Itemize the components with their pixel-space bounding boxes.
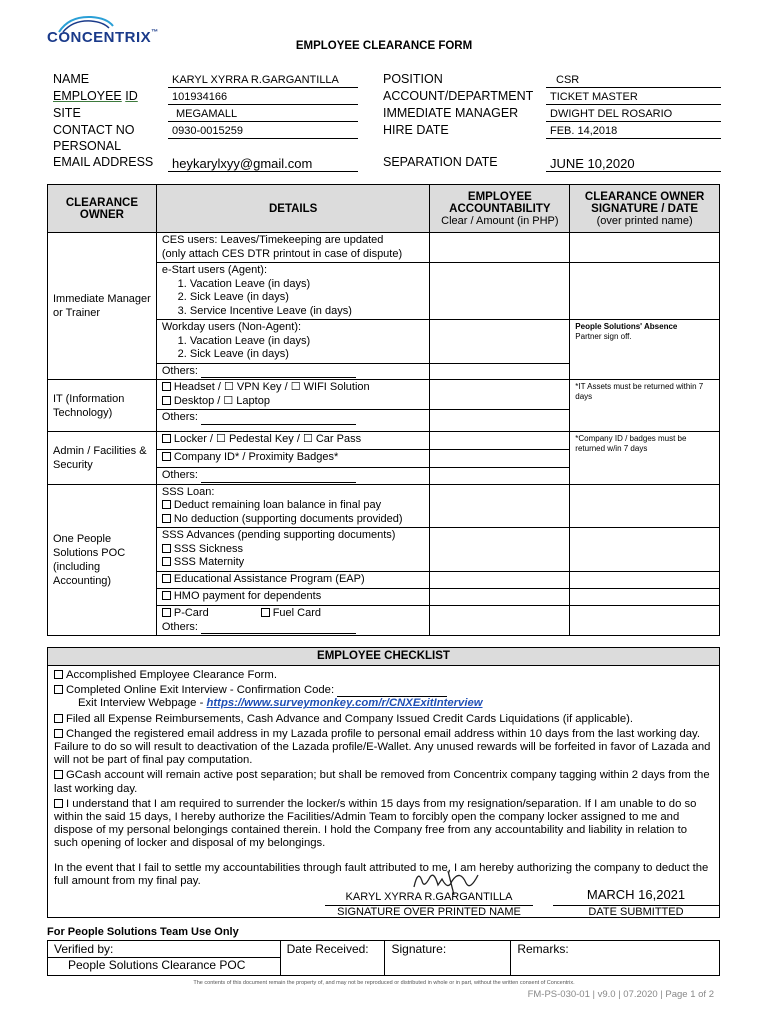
name-field[interactable]: KARYL XYRRA R.GARGANTILLA [168, 73, 358, 88]
checkbox[interactable] [162, 574, 171, 583]
hmo-signature-cell[interactable] [570, 589, 720, 606]
contact-label: CONTACT NO [53, 123, 135, 137]
clearance-table [47, 184, 720, 636]
signature-label: SIGNATURE OVER PRINTED NAME [325, 905, 533, 918]
col-accountability: EMPLOYEE ACCOUNTABILITY Clear / Amount (in PHP) [430, 185, 570, 233]
note-people-solutions: People Solutions' Absence Partner sign off. [570, 320, 720, 380]
exit-interview-link[interactable]: https://www.surveymonkey.com/r/CNXExitInterview [206, 697, 483, 710]
admin-locker-accountability-cell[interactable] [430, 432, 570, 450]
manager-label: IMMEDIATE MANAGER [383, 106, 519, 120]
it-assets-detail[interactable]: Headset / ☐ VPN Key / ☐ WIFI Solution Desktop / ☐ Laptop [156, 380, 430, 410]
email-label: EMAIL ADDRESS [53, 155, 154, 169]
sss-loan-accountability-cell[interactable] [430, 484, 570, 528]
verified-by-cell[interactable]: Verified by: People Solutions Clearance POC [48, 941, 281, 976]
contact-field[interactable]: 0930-0015259 [168, 124, 358, 139]
sss-advances-signature-cell[interactable] [570, 528, 720, 572]
settlement-statement: In the event that I fail to settle my accountabilities through fault attributed to me, I am hereby authorizing the company to deduct the full amount from my final pay. [54, 861, 709, 887]
employee-id-field[interactable]: 101934166 [168, 90, 358, 105]
checklist-item[interactable]: Accomplished Employee Clearance Form. [54, 669, 713, 682]
hmo-detail[interactable]: HMO payment for dependents [156, 589, 430, 606]
owner-admin: Admin / Facilities & Security [48, 432, 157, 485]
workday-detail: Workday users (Non-Agent): 1. Vacation Leave (in days) 2. Sick Leave (in days) [156, 320, 430, 364]
manager-field[interactable]: DWIGHT DEL ROSARIO [546, 107, 721, 122]
cards-accountability-cell[interactable] [430, 606, 570, 636]
note-it: *IT Assets must be returned within 7 days [570, 380, 720, 432]
checkbox[interactable] [162, 557, 171, 566]
checkbox[interactable] [162, 608, 171, 617]
remarks-cell[interactable]: Remarks: [511, 941, 720, 976]
checkbox[interactable] [261, 608, 270, 617]
employee-checklist [47, 647, 720, 918]
people-solutions-use-title: For People Solutions Team Use Only [47, 926, 239, 938]
cards-detail[interactable]: P-Card Fuel Card Others: [156, 606, 430, 636]
logo-text: CONCENTRIX™ [47, 29, 159, 46]
page-info: FM-PS-030-01 | v9.0 | 07.2020 | Page 1 of 2 [527, 989, 714, 1000]
list-item: 2. Sick Leave (in days) [190, 291, 425, 305]
hmo-accountability-cell[interactable] [430, 589, 570, 606]
checkbox[interactable] [54, 670, 63, 679]
col-clearance-owner: CLEARANCE OWNER [48, 185, 157, 233]
checklist-item[interactable]: I understand that I am required to surrender the locker/s within 15 days from my resignation/separation. If I am unable to do so within the said 15 days, I hereby authorize the Facilities/Admin Team to forcibly open the company locker assigned to me and dispose of my personal belongings contained therein. I hold the Company free from any accountability and liability in relation to such opening of locker and disposal of my belongings. [54, 797, 697, 850]
checkbox[interactable] [54, 714, 63, 723]
owner-people-solutions: One People Solutions POC (including Accounting) [48, 484, 157, 636]
eap-detail[interactable]: Educational Assistance Program (EAP) [156, 572, 430, 589]
sss-advances-accountability-cell[interactable] [430, 528, 570, 572]
ces-accountability-cell[interactable] [430, 233, 570, 263]
people-solutions-table [47, 940, 720, 976]
checklist-item[interactable]: Filed all Expense Reimbursements, Cash Advance and Company Issued Credit Cards Liquidations (if applicable). [54, 713, 713, 726]
exit-interview-line: Exit Interview Webpage - https://www.surveymonkey.com/r/CNXExitInterview [78, 697, 483, 710]
estart-detail: e-Start users (Agent): 1. Vacation Leave (in days) 2. Sick Leave (in days) 3. Service Incentive Leave (in days) [156, 263, 430, 320]
date-submitted-value: MARCH 16,2021 [586, 887, 686, 902]
it-others-accountability-cell[interactable] [430, 410, 570, 432]
checkbox[interactable] [54, 799, 63, 808]
hire-date-field[interactable]: FEB. 14,2018 [546, 124, 721, 139]
cards-signature-cell[interactable] [570, 606, 720, 636]
admin-id-detail[interactable]: Company ID* / Proximity Badges* [156, 450, 430, 468]
position-label: POSITION [383, 72, 443, 86]
account-field[interactable]: TICKET MASTER [546, 90, 721, 105]
checklist-title: EMPLOYEE CHECKLIST [48, 648, 719, 666]
admin-others[interactable]: Others: [156, 468, 430, 485]
separation-date-label: SEPARATION DATE [383, 155, 498, 169]
checkbox[interactable] [54, 729, 63, 738]
position-field[interactable]: CSR [546, 73, 721, 88]
estart-signature-cell[interactable] [570, 263, 720, 320]
date-received-cell[interactable]: Date Received: [280, 941, 385, 976]
sss-advances-detail[interactable]: SSS Advances (pending supporting documents) SSS Sickness SSS Maternity [156, 528, 430, 572]
sss-loan-detail[interactable]: SSS Loan: Deduct remaining loan balance in final pay No deduction (supporting documents provided) [156, 484, 430, 528]
checkbox[interactable] [162, 434, 171, 443]
owner-immediate-manager: Immediate Manager or Trainer [48, 233, 157, 380]
checkbox[interactable] [162, 591, 171, 600]
checkbox[interactable] [54, 770, 63, 779]
list-item: 2. Sick Leave (in days) [190, 348, 425, 362]
ces-signature-cell[interactable] [570, 233, 720, 263]
col-signature: CLEARANCE OWNER SIGNATURE / DATE (over printed name) [570, 185, 720, 233]
checkbox[interactable] [162, 396, 171, 405]
signature-printed-name: KARYL XYRRA R.GARGANTILLA [345, 891, 513, 903]
checkbox[interactable] [162, 452, 171, 461]
checkbox[interactable] [162, 544, 171, 553]
sss-loan-signature-cell[interactable] [570, 484, 720, 528]
disclaimer: The contents of this document remain the property of, and may not be reproduced or distributed in whole or in part, without the written consent of Concentrix. [193, 980, 575, 986]
list-item: 1. Vacation Leave (in days) [190, 335, 425, 349]
it-others[interactable]: Others: [156, 410, 430, 432]
checkbox[interactable] [162, 382, 171, 391]
workday-accountability-cell[interactable] [430, 320, 570, 364]
site-field[interactable]: MEGAMALL [168, 107, 358, 122]
email-field[interactable]: heykarylxyy@gmail.com [168, 155, 358, 172]
note-admin: *Company ID / badges must be returned w/in 7 days [570, 432, 720, 485]
list-item: 1. Vacation Leave (in days) [190, 278, 425, 292]
estart-accountability-cell[interactable] [430, 263, 570, 320]
hire-date-label: HIRE DATE [383, 123, 449, 137]
owner-it: IT (Information Technology) [48, 380, 157, 432]
checklist-item[interactable]: Completed Online Exit Interview - Confirmation Code: [54, 684, 713, 697]
checkbox[interactable] [162, 500, 171, 509]
admin-others-accountability-cell[interactable] [430, 468, 570, 485]
site-label: SITE [53, 106, 81, 120]
name-label: NAME [53, 72, 90, 86]
checklist-item[interactable]: Changed the registered email address in my Lazada profile to personal email address within 10 days from the last working day. Failure to do so will result to deactivation of the Lazada profile/E-Wallet. Any unused rewards will be forfeited in favor of Lazada and will not be part of final pay computation. [54, 727, 711, 767]
employee-id-label: EMPLOYEE ID [53, 89, 138, 103]
admin-locker-detail[interactable]: Locker / ☐ Pedestal Key / ☐ Car Pass [156, 432, 430, 450]
form-title: EMPLOYEE CLEARANCE FORM [295, 40, 473, 52]
col-details: DETAILS [156, 185, 430, 233]
manager-others[interactable]: Others: [156, 363, 430, 380]
separation-date-field[interactable]: JUNE 10,2020 [546, 155, 721, 172]
ces-detail: CES users: Leaves/Timekeeping are updated (only attach CES DTR printout in case of dispute) [156, 233, 430, 263]
account-label: ACCOUNT/DEPARTMENT [383, 89, 534, 103]
eap-accountability-cell[interactable] [430, 572, 570, 589]
checkbox[interactable] [162, 514, 171, 523]
checklist-item[interactable]: GCash account will remain active post separation; but shall be removed from Concentrix company tagging within 2 days from the last working day. [54, 769, 710, 795]
checkbox[interactable] [54, 685, 63, 694]
admin-id-accountability-cell[interactable] [430, 450, 570, 468]
manager-others-accountability-cell[interactable] [430, 363, 570, 380]
it-accountability-cell[interactable] [430, 380, 570, 410]
date-submitted-label: DATE SUBMITTED [553, 905, 719, 918]
personal-label: PERSONAL [53, 139, 122, 153]
signature-cell[interactable]: Signature: [385, 941, 511, 976]
eap-signature-cell[interactable] [570, 572, 720, 589]
list-item: 3. Service Incentive Leave (in days) [190, 305, 425, 319]
